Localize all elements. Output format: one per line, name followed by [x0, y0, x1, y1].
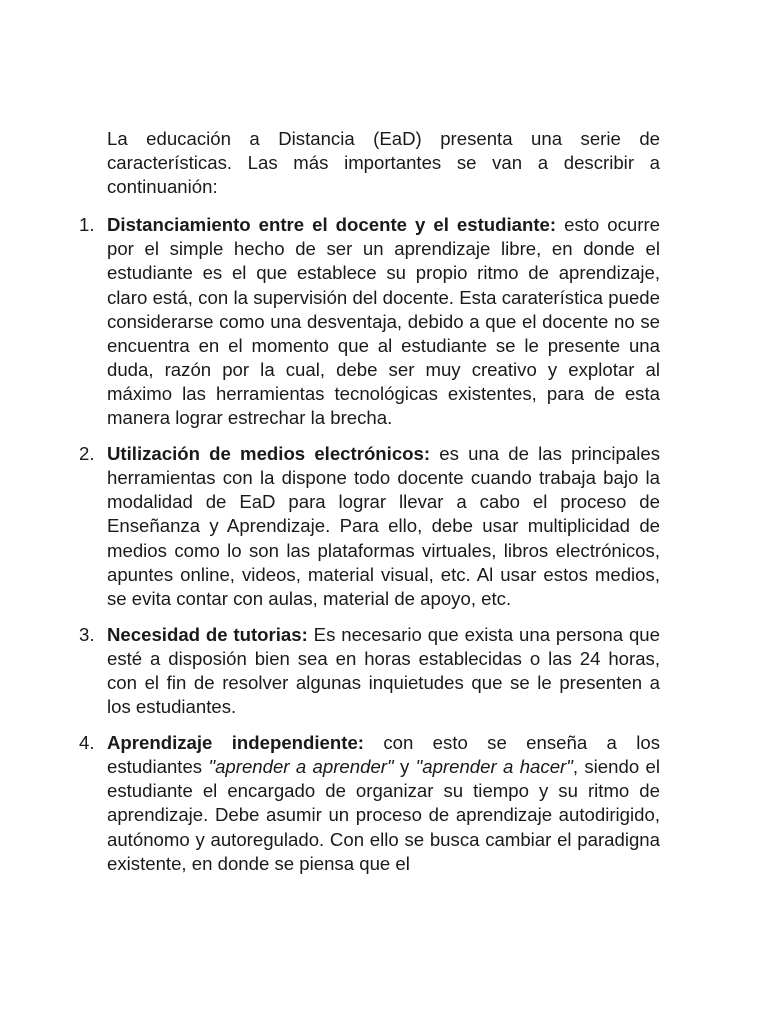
list-item-body [107, 731, 660, 876]
list-item-number: 2. [79, 443, 95, 465]
list-item-body [107, 623, 660, 719]
list-item [79, 213, 661, 430]
list-item-text: Es necesario que exista una persona que esté a disposión bien sea en horas establecidas o las 24 horas, con el fin de resolver algunas inquietudes que se le presenten a los estudiantes. [107, 623, 660, 718]
list-item-body [107, 442, 660, 611]
list-item-term: Distanciamiento entre el docente y el estudiante: [107, 214, 557, 236]
list-item-text: con esto se enseña a los estudiantes [107, 732, 661, 778]
list-item-number: 1. [79, 214, 95, 236]
list-item-number: 4. [79, 732, 95, 754]
intro-paragraph: La educación a Distancia (EaD) presenta una serie de características. Las más importantes se van a describir a continuanión: [107, 128, 660, 198]
list-item [79, 442, 660, 611]
list-item [79, 731, 661, 876]
list-item-text: es una de las principales herramientas con la dispone todo docente cuando trabaja bajo la modalidad de EaD para lograr llevar a cabo el proceso de Enseñanza y Aprendizaje. Para ello, debe usar multiplicidad de medios como lo son las plataformas virtuales, libros electrónicos, apuntes online, videos, material visual, etc. Al usar estos medios, se evita contar con aulas, material de apoyo, etc. [107, 443, 660, 609]
quoted-phrase: "aprender a hacer" [415, 756, 573, 778]
list-item-number: 3. [79, 623, 95, 645]
list-item-term: Necesidad de tutorias: [107, 623, 308, 645]
list-item-term: Utilización de medios electrónicos: [107, 443, 431, 465]
list-item [79, 623, 660, 719]
quoted-phrase: "aprender a aprender" [208, 756, 394, 778]
list-item-term: Aprendizaje independiente: [107, 732, 364, 754]
list-item-text: y [393, 756, 416, 778]
list-item-text: esto ocurre por el simple hecho de ser un aprendizaje libre, en donde el estudiante es el que establece su propio ritmo de aprendizaje, claro está, con la supervisión del docente. Esta caraterística puede considerarse como una desventaja, debido a que el docente no se encuentra en el momento que al estudiante se le presente una duda, razón por la cual, debe ser muy creativo y explotar al máximo las herramientas tecnológicas existentes, para de esta manera lograr estrechar la brecha. [107, 214, 661, 429]
list-item-text: , siendo el estudiante el encargado de organizar su tiempo y su ritmo de aprendizaje. Debe asumir un proceso de aprendizaje autodirigido, autónomo y autoregulado. Con ello se busca cambiar el paradigna existente, en donde se piensa que el [107, 756, 660, 874]
list-item-body [107, 213, 660, 430]
document-body [79, 127, 661, 888]
